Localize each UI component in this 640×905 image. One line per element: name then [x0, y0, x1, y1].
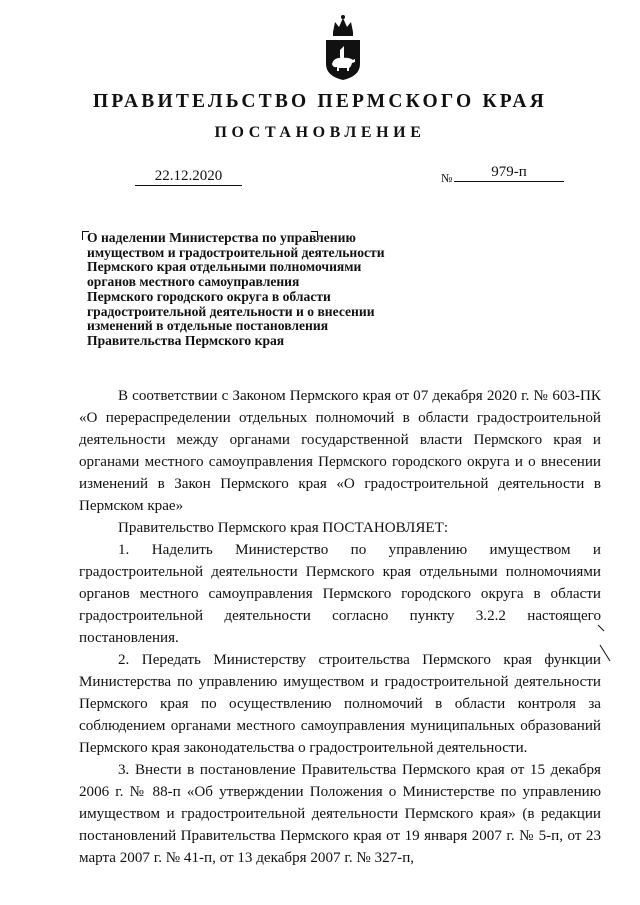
subject-line: изменений в отдельные постановления	[87, 318, 329, 334]
subject-line: Пермского городского округа в области	[87, 288, 331, 304]
subject-line: Пермского края отдельными полномочиями	[87, 259, 362, 275]
subject-line: Правительства Пермского края	[87, 332, 285, 348]
document-type: ПОСТАНОВЛЕНИЕ	[214, 124, 426, 141]
document-date: 22.12.2020	[135, 168, 242, 186]
subject-line: органов местного самоуправления	[87, 274, 300, 290]
margin-line-mark	[596, 623, 616, 663]
item-3-paragraph: 3. Внести в постановление Правительства Пермского края от 15 декабря 2006 г. № 88-п «Об утверждении Положения о Министерстве по управлению имуществом и градостроительной деятельности Пермского края» (в редакции постановлений Правительства Пермского края от 19 января 2007 г. № 5-п, от 23 марта 2007 г. № 41-п, от 13 декабря 2007 г. № 327-п,	[79, 762, 601, 866]
document-number: 979-п	[454, 164, 564, 182]
number-sign: №	[441, 171, 453, 185]
subject-line: О наделении Министерства по управлению	[87, 230, 356, 245]
subject-line: имуществом и градостроительной деятельности	[87, 244, 385, 260]
document-body	[79, 385, 601, 869]
decree-paragraph: Правительство Пермского края ПОСТАНОВЛЯЕТ:	[118, 520, 449, 536]
government-title: ПРАВИТЕЛЬСТВО ПЕРМСКОГО КРАЯ	[93, 91, 547, 112]
perm-krai-coat-of-arms-icon	[322, 12, 364, 82]
preamble-paragraph: В соответствии с Законом Пермского края от 07 декабря 2020 г. № 603-ПК «О перераспределении отдельных полномочий в области градостроительной деятельности между органами государственной власти Пермского края и органами местного самоуправления Пермского городского округа и о внесении изменений в Закон Пермского края «О градостроительной деятельности в Пермском крае»	[79, 388, 601, 514]
item-1-paragraph: 1. Наделить Министерство по управлению имуществом и градостроительной деятельности Пермского края отдельными полномочиями органов местного самоуправления Пермского городского округа в области градостроительной деятельности согласно пункту 3.2.2 настоящего постановления.	[79, 542, 601, 646]
document-subject	[87, 231, 427, 349]
subject-line: градостроительной деятельности и о внесении	[87, 303, 375, 319]
item-2-paragraph: 2. Передать Министерству строительства Пермского края функции Министерства по управлению имуществом и градостроительной деятельности Пермского края по осуществлению полномочий в области контроля за соблюдением органами местного самоуправления муниципальных образований Пермского края законодательства о градостроительной деятельности.	[79, 652, 601, 756]
